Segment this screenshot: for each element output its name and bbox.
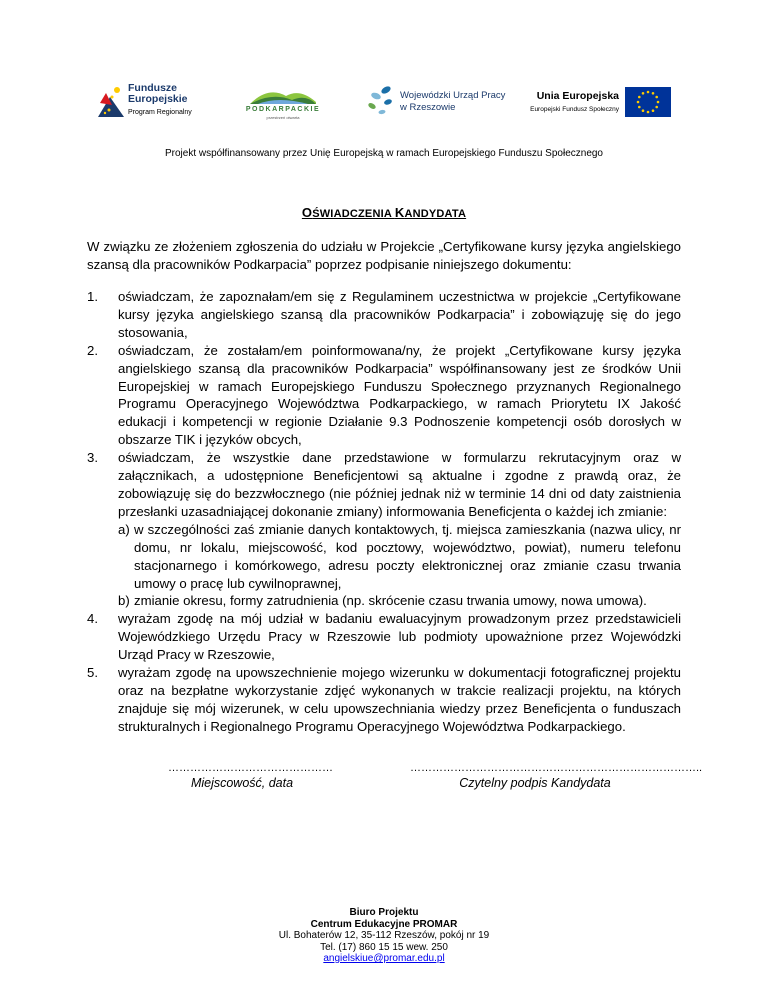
place-date-signature-field[interactable]: [168, 762, 333, 790]
signature-label: Czytelny podpis Kandydata: [459, 776, 611, 790]
podkarpackie-sub: przestrzeń otwarta: [266, 115, 300, 120]
list-item: [87, 342, 681, 449]
fundusze-europejskie-logo: [98, 83, 208, 119]
item-number: 5.: [87, 665, 98, 681]
title-rest-1: ŚWIADCZENIA: [312, 208, 395, 220]
list-item: [87, 449, 681, 610]
item-text: wyrażam zgodę na upowszechnienie mojego wizerunku w dokumentacji fotograficznej projektu oraz na bezpłatne wykorzystanie zdjęć wykonanych w trakcie realizacji projektu, na których znajduje się mój wizerunek, w celu upowszechniania wiedzy przez Beneficjenta o funduszach strukturalnych i Regionalnego Programu Operacyjnego Województwa Podkarpackiego.: [118, 665, 681, 734]
sub-item-letter: b): [118, 593, 130, 609]
wup-logo: [362, 82, 512, 122]
footer-organization: Centrum Edukacyjne PROMAR: [310, 918, 458, 930]
item-text: oświadczam, że wszystkie dane przedstawione w formularzu rekrutacyjnym oraz w załącznikach, a udostępnione Beneficjentowi są aktualne i zgodne z prawdą oraz, że zobowiązuję się do bezzwłocznego (nie później jednak niż w terminie 14 dni od daty zaistnienia przesłanki uzasadniającej dokonanie zmiany) informowania Beneficjenta o każdej ich zmianie:: [118, 450, 681, 519]
signature-dots: ……………………………………………………………………..: [410, 762, 703, 774]
list-item: [87, 664, 681, 736]
sub-item-letter: a): [118, 521, 130, 537]
candidate-signature-field[interactable]: [410, 762, 703, 790]
fundusze-europejskie-text: [128, 83, 192, 118]
intro-paragraph: W związku ze złożeniem zgłoszenia do udziału w Projekcie „Certyfikowane kursy języka angielskiego szansą dla pracowników Podkarpacia” poprzez podpisanie niniejszego dokumentu:: [87, 239, 681, 272]
title-initial-2: K: [394, 205, 405, 220]
ue-sub: Europejski Fundusz Społeczny: [530, 106, 619, 113]
item-text: wyrażam zgodę na mój udział w badaniu ewaluacyjnym prowadzonym przez przedstawicieli Wojewódzkiego Urzędu Pracy w Rzeszowie lub podmioty upoważnione przez Wojewódzki Urząd Pracy w Rzeszowie,: [118, 611, 681, 663]
list-item: [87, 288, 681, 342]
item-text: oświadczam, że zapoznałam/em się z Regulaminem uczestnictwa w projekcie „Certyfikowane kursy języka angielskiego szansą dla pracowników Podkarpacia” i zobowiązuję się do jego stosowania,: [118, 289, 681, 340]
podkarpackie-text: PODKARPACKIE: [245, 106, 321, 113]
wup-line1: Wojewódzki Urząd Pracy: [400, 90, 506, 101]
cofinancing-note: Projekt współfinansowany przez Unię Europejską w ramach Europejskiego Funduszu Społecznego: [164, 148, 603, 159]
footer-office: Biuro Projektu: [349, 907, 419, 918]
item-number: 2.: [87, 342, 98, 358]
sub-list: [118, 521, 681, 611]
sub-item-text: w szczególności zaś zmianie danych kontaktowych, tj. miejsca zamieszkania (nazwa ulicy, nr domu, nr lokalu, miejscowość, kod pocztowy, województwo, powiat), numeru telefonu stacjonarnego i komórkowego, adresu poczty elektronicznej oraz zmianie czasu trwania umowy o pracę lub cywilnoprawnej,: [134, 521, 681, 591]
ue-title: Unia Europejska: [536, 90, 619, 102]
logo-bar: [0, 78, 768, 128]
fe-line2: Europejskie: [128, 93, 188, 105]
podkarpackie-logo: [238, 84, 328, 122]
fe-sub: Program Regionalny: [128, 109, 192, 116]
wup-line2: w Rzeszowie: [400, 102, 456, 113]
footer-address: Ul. Bohaterów 12, 35-112 Rzeszów, pokój nr 19: [278, 930, 490, 941]
eu-flag-icon: [625, 87, 671, 117]
place-date-label: Miejscowość, data: [190, 776, 294, 790]
item-number: 1.: [87, 289, 98, 304]
fe-line1: Fundusze: [128, 82, 177, 94]
sub-item-text: zmianie okresu, formy zatrudnienia (np. skrócenie czasu trwania umowy, nowa umowa).: [134, 593, 647, 609]
fundusze-europejskie-flag-icon: [98, 83, 124, 117]
footer-phone: Tel. (17) 860 15 15 wew. 250: [320, 941, 448, 953]
list-item: [87, 610, 681, 664]
footer-email-link[interactable]: angielskiue@promar.edu.pl: [323, 953, 445, 964]
title-initial-1: O: [301, 205, 313, 220]
item-number: 4.: [87, 611, 98, 627]
item-number: 3.: [87, 450, 98, 466]
footer: [0, 907, 768, 965]
title-rest-2: ANDYDATA: [404, 208, 467, 220]
sub-list-item: [118, 592, 681, 610]
wup-leaves-icon: [362, 82, 398, 122]
sub-list-item: [118, 521, 681, 593]
wup-text: [400, 90, 505, 114]
place-date-dots: ………………………………………: [168, 762, 333, 774]
declarations-list: [87, 288, 681, 736]
document-title: [0, 205, 768, 220]
hills-icon: [248, 84, 318, 106]
unia-europejska-logo: [524, 84, 674, 120]
item-text: oświadczam, że zostałam/em poinformowana/ny, że projekt „Certyfikowane kursy języka angielskiego szansą dla pracowników Podkarpacia” współfinansowany jest ze środków Unii Europejskiej w ramach Europejskiego Funduszu Społecznego przyznanych Regionalnego Programu Operacyjnego Województwa Podkarpackiego, w ramach Priorytetu IX Jakość edukacji i kompetencji w regionie Działanie 9.3 Podnoszenie kompetencji osób dorosłych w obszarze TIK i języków obcych,: [118, 342, 681, 448]
